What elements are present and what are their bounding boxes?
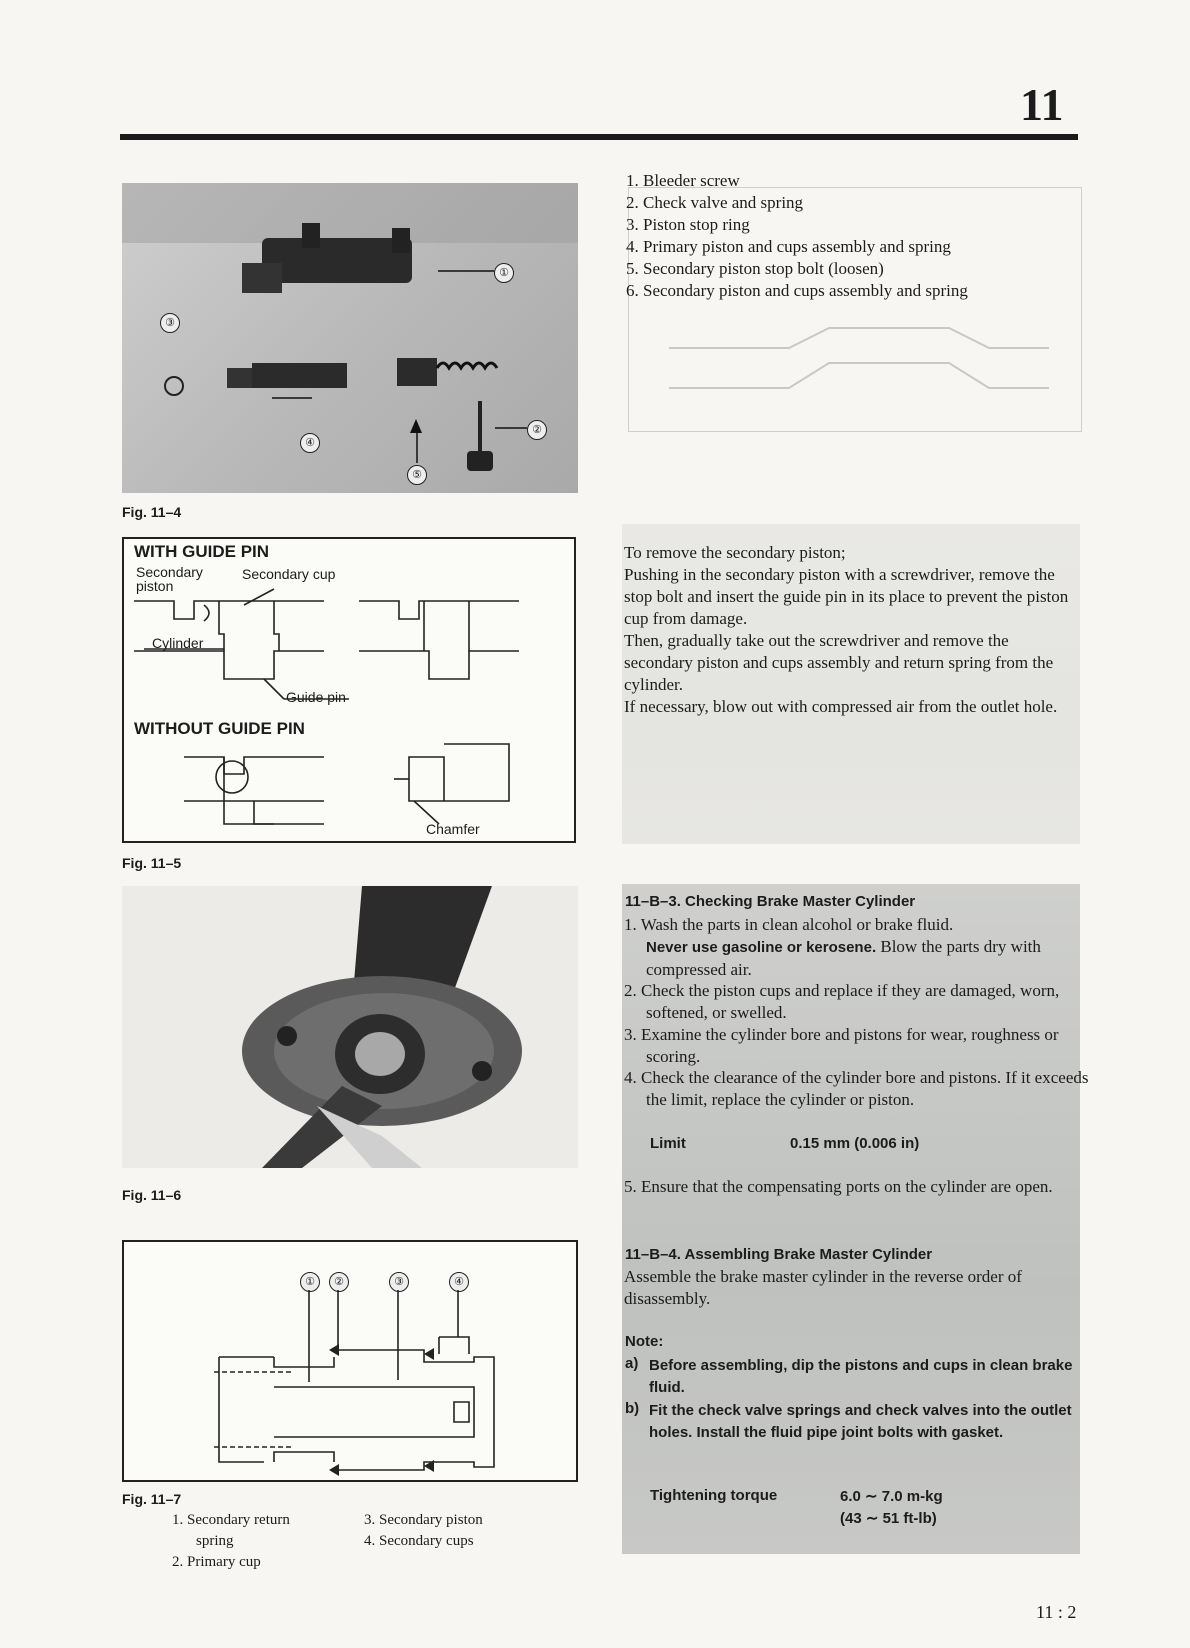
assembling-text: Assemble the brake master cylinder in the reverse order of disassembly. bbox=[624, 1267, 1022, 1308]
torque-value-2: (43 ∼ 51 ft-lb) bbox=[840, 1510, 937, 1527]
list-item: 4. Primary piston and cups assembly and spring bbox=[626, 237, 951, 256]
fig-11-6-label: Fig. 11–6 bbox=[122, 1187, 182, 1203]
assembling-heading: 11–B–4. Assembling Brake Master Cylinder bbox=[625, 1246, 933, 1263]
guide-pin-label: Guide pin bbox=[286, 689, 346, 705]
without-guide-pin-title: WITHOUT GUIDE PIN bbox=[134, 719, 305, 738]
fig-11-7-diagram bbox=[122, 1240, 578, 1482]
master-cylinder-parts-illustration bbox=[122, 183, 578, 493]
step-1-text-b: Blow the parts dry with compressed air. bbox=[646, 937, 1041, 979]
fig-11-6-photo bbox=[122, 886, 578, 1168]
fig-11-4-parts-list bbox=[626, 170, 968, 302]
callout-2: ② bbox=[527, 420, 547, 440]
page-number: 11 : 2 bbox=[1036, 1602, 1077, 1622]
fig-11-7-label: Fig. 11–7 bbox=[122, 1491, 182, 1507]
checking-step-5: 5. Ensure that the compensating ports on the cylinder are open. bbox=[624, 1177, 1053, 1196]
list-item: 3. Piston stop ring bbox=[626, 215, 750, 234]
list-item: 1. Bleeder screw bbox=[626, 171, 740, 190]
note-title: Note: bbox=[625, 1333, 664, 1350]
callout-2: ② bbox=[329, 1272, 349, 1292]
caption-item-1-cont: spring bbox=[196, 1533, 234, 1549]
list-item: 5. Secondary piston stop bolt (loosen) bbox=[626, 259, 884, 278]
guide-pin-schematic bbox=[124, 539, 574, 841]
fig-11-7-caption-col-2 bbox=[364, 1510, 483, 1552]
fig-11-5-diagram bbox=[122, 537, 576, 843]
callout-1: ① bbox=[300, 1272, 320, 1292]
with-guide-pin-title: WITH GUIDE PIN bbox=[134, 542, 270, 561]
step-1-text-a: Wash the parts in clean alcohol or brake fluid. bbox=[640, 915, 954, 934]
cylinder-flange-photo bbox=[122, 886, 578, 1168]
checking-heading: 11–B–3. Checking Brake Master Cylinder bbox=[625, 893, 916, 910]
caption-item-1: 1. Secondary return bbox=[172, 1512, 290, 1528]
header-rule bbox=[120, 134, 1078, 140]
limit-value: 0.15 mm (0.006 in) bbox=[790, 1135, 920, 1152]
list-item: 6. Secondary piston and cups assembly and spring bbox=[626, 281, 968, 300]
callout-4: ④ bbox=[449, 1272, 469, 1292]
caption-item-4: 4. Secondary cups bbox=[364, 1533, 474, 1549]
step-1-warning: Never use gasoline or kerosene. bbox=[646, 939, 877, 956]
step-1-number: 1. bbox=[624, 915, 637, 934]
checking-step-2: 2. Check the piston cups and replace if they are damaged, worn, softened, or swelled. bbox=[624, 981, 1060, 1022]
secondary-cup-label: Secondary cup bbox=[242, 566, 336, 582]
secondary-piston-schematic bbox=[124, 1242, 576, 1480]
checking-step-3: 3. Examine the cylinder bore and pistons for wear, roughness or scoring. bbox=[624, 1025, 1059, 1066]
fig-11-7-caption-col-1 bbox=[172, 1510, 290, 1573]
fig-11-4-label: Fig. 11–4 bbox=[122, 504, 182, 520]
remove-paragraph-3: If necessary, blow out with compressed air from the outlet hole. bbox=[624, 697, 1058, 716]
limit-label: Limit bbox=[650, 1135, 686, 1152]
checking-step-4: 4. Check the clearance of the cylinder bore and pistons. If it exceeds the limit, replace the cylinder or piston. bbox=[624, 1068, 1089, 1109]
secondary-piston-label: Secondary piston bbox=[136, 564, 203, 594]
callout-3: ③ bbox=[389, 1272, 409, 1292]
caption-item-3: 3. Secondary piston bbox=[364, 1512, 483, 1528]
fig-11-4-photo bbox=[122, 183, 578, 493]
remove-paragraph-1: Pushing in the secondary piston with a screwdriver, remove the stop bolt and insert the guide pin in its place to prevent the piston cup from damage. bbox=[624, 565, 1069, 628]
note-a-marker: a) bbox=[625, 1355, 639, 1372]
callout-5: ⑤ bbox=[407, 465, 427, 485]
callout-4: ④ bbox=[300, 433, 320, 453]
cylinder-label: Cylinder bbox=[152, 635, 204, 651]
callout-1: ① bbox=[494, 263, 514, 283]
note-a: Before assembling, dip the pistons and cups in clean brake fluid. bbox=[649, 1357, 1073, 1396]
checking-step-1 bbox=[624, 914, 1080, 981]
note-b-marker: b) bbox=[625, 1400, 640, 1417]
list-item: 2. Check valve and spring bbox=[626, 193, 804, 212]
callout-3: ③ bbox=[160, 313, 180, 333]
fig-11-5-label: Fig. 11–5 bbox=[122, 855, 182, 871]
torque-label: Tightening torque bbox=[650, 1487, 778, 1504]
remove-instructions bbox=[624, 542, 1078, 718]
chapter-number: 11 bbox=[1020, 79, 1064, 130]
note-b: Fit the check valve springs and check valves into the outlet holes. Install the fluid pipe joint bolts with gasket. bbox=[649, 1402, 1072, 1441]
caption-item-2: 2. Primary cup bbox=[172, 1554, 261, 1570]
torque-value-1: 6.0 ∼ 7.0 m-kg bbox=[840, 1488, 943, 1505]
chamfer-label: Chamfer bbox=[426, 821, 480, 837]
remove-intro: To remove the secondary piston; bbox=[624, 543, 846, 562]
remove-paragraph-2: Then, gradually take out the screwdriver and remove the secondary piston and cups assembly and return spring from the cylinder. bbox=[624, 631, 1054, 694]
